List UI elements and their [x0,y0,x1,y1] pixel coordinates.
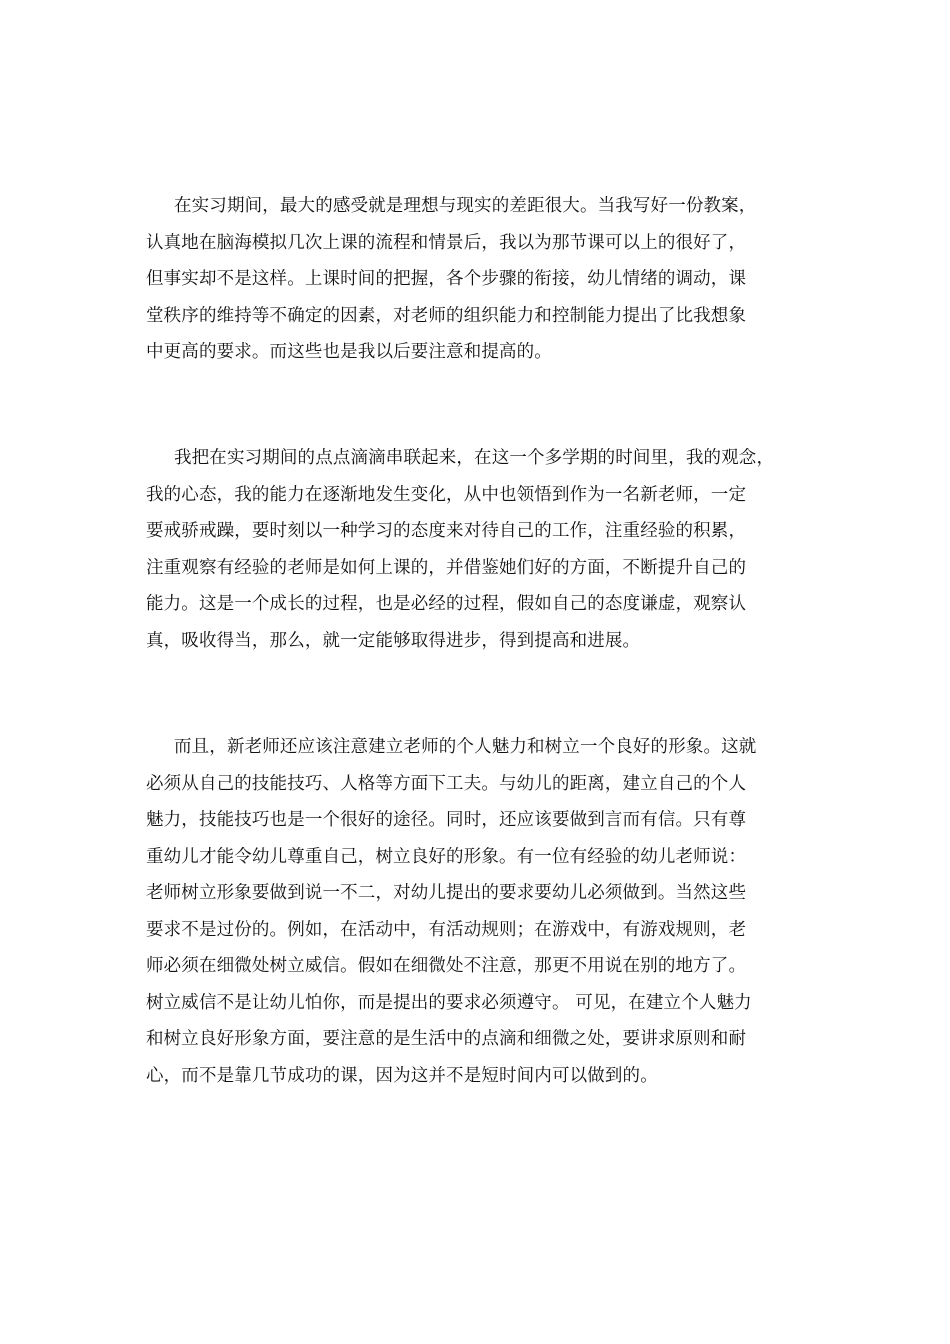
paragraph-2 [146,440,816,659]
text-line: 老师树立形象要做到说一不二，对幼儿提出的要求要幼儿必须做到。当然这些 [146,883,747,903]
text-line: 重幼儿才能令幼儿尊重自己，树立良好的形象。有一位有经验的幼儿老师说： [146,846,747,867]
paragraph-3 [146,729,816,1094]
text-line: 但事实却不是这样。上课时间的把握，各个步骤的衔接，幼儿情绪的调动，课 [146,269,747,289]
text-line: 要戒骄戒躁，要时刻以一种学习的态度来对待自己的工作，注重经验的积累， [146,521,747,541]
text-line: 和树立良好形象方面，要注意的是生活中的点滴和细微之处，要讲求原则和耐 [146,1029,747,1049]
text-line: 师必须在细微处树立威信。假如在细微处不注意，那更不用说在别的地方了。 [146,956,747,976]
text-line: 堂秩序的维持等不确定的因素，对老师的组织能力和控制能力提出了比我想象 [146,305,747,326]
text-line: 认真地在脑海模拟几次上课的流程和情景后，我以为那节课可以上的很好了， [146,232,747,253]
paragraph-1 [146,188,816,371]
text-line: 真，吸收得当，那么，就一定能够取得进步，得到提高和进展。 [146,630,641,651]
text-line: 注重观察有经验的老师是如何上课的，并借鉴她们好的方面，不断提升自己的 [146,557,747,578]
text-line: 而且，新老师还应该注意建立老师的个人魅力和树立一个良好的形象。这就 [174,737,757,757]
text-line: 我的心态，我的能力在逐渐地发生变化，从中也领悟到作为一名新老师，一定 [146,484,747,505]
text-line: 魅力，技能技巧也是一个很好的途径。同时，还应该要做到言而有信。只有尊 [146,810,747,830]
text-line: 心，而不是靠几节成功的课，因为这并不是短时间内可以做到的。 [146,1065,658,1086]
text-line: 我把在实习期间的点点滴滴串联起来，在这一个多学期的时间里，我的观念， [174,448,775,468]
text-line: 能力。这是一个成长的过程，也是必经的过程，假如自己的态度谦虚，观察认 [146,594,747,614]
text-line: 在实习期间，最大的感受就是理想与现实的差距很大。当我写好一份教案， [174,196,757,216]
text-line: 树立威信不是让幼儿怕你，而是提出的要求必须遵守。 可见，在建立个人魅力 [146,992,752,1013]
text-line: 必须从自己的技能技巧、人格等方面下工夫。与幼儿的距离，建立自己的个人 [146,773,747,794]
text-line: 要求不是过份的。例如，在活动中，有活动规则；在游戏中，有游戏规则，老 [146,919,747,940]
text-line: 中更高的要求。而这些也是我以后要注意和提高的。 [146,342,552,362]
